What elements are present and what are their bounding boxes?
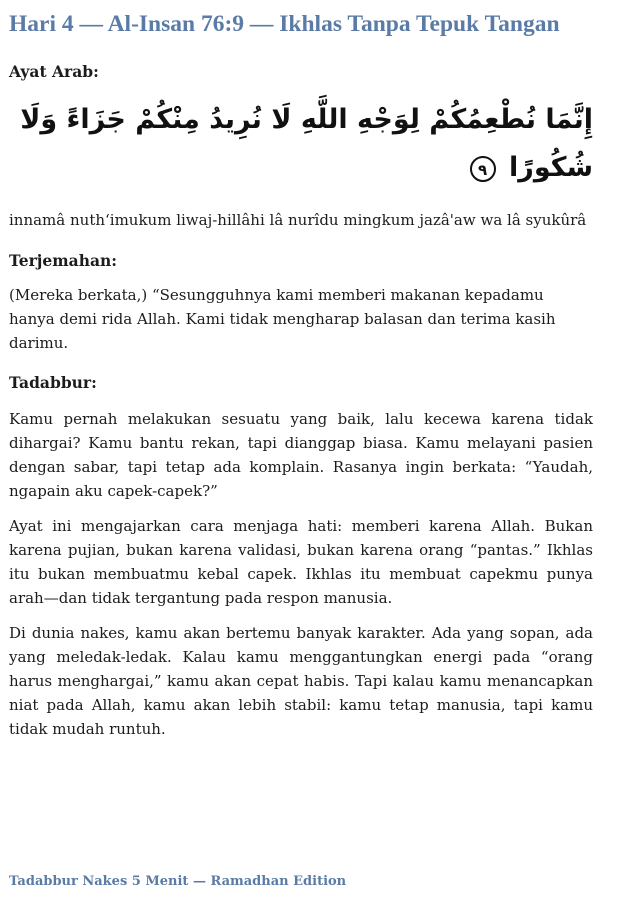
tadabbur-paragraph: Di dunia nakes, kamu akan bertemu banyak karakter. Ada yang sopan, ada yang meledak-ledak. Kalau kamu menggantungkan energi pada “orang harus menghargai,” kamu akan cepat habis. Tapi kalau kamu menancapkan niat pada Allah, kamu akan lebih stabil: kamu tetap manusia, tapi kamu tidak mudah runtuh. — [9, 624, 593, 738]
arabic-verse-text: إِنَّمَا نُطْعِمُكُمْ لِوَجْهِ اللَّهِ لَا نُرِيدُ مِنْكُمْ جَزَاءً وَلَا شُكُورًا — [20, 104, 593, 183]
transliteration: innamâ nuth‘imukum liwaj-hillâhi lâ nurîdu mingkum jazâ'aw wa lâ syukûrâ — [9, 211, 587, 229]
translation-text: (Mereka berkata,) “Sesungguhnya kami memberi makanan kepadamu hanya demi rida Allah. Kami tidak mengharap balasan dan terima kasih darimu. — [9, 286, 556, 352]
page-title: Hari 4 — Al-Insan 76:9 — Ikhlas Tanpa Tepuk Tangan — [9, 11, 560, 37]
arabic-verse — [9, 96, 593, 192]
ayah-number-marker: ٩ — [470, 156, 496, 182]
tadabbur-heading: Tadabbur: — [9, 373, 97, 392]
tadabbur-paragraph: Kamu pernah melakukan sesuatu yang baik, lalu kecewa karena tidak dihargai? Kamu bantu rekan, tapi dianggap biasa. Kamu melayani pasien dengan sabar, tapi tetap ada komplain. Rasanya ingin berkata: “Yaudah, ngapain aku capek-capek?” — [9, 410, 593, 500]
ayat-arab-heading: Ayat Arab: — [9, 62, 99, 81]
terjemahan-heading: Terjemahan: — [9, 251, 118, 270]
footer-text: Tadabbur Nakes 5 Menit — Ramadhan Edition — [9, 874, 347, 889]
tadabbur-paragraph: Ayat ini mengajarkan cara menjaga hati: memberi karena Allah. Bukan karena pujian, bukan karena validasi, bukan karena orang “pantas.” Ikhlas itu bukan membuatmu kebal capek. Ikhlas itu membuat capekmu punya arah—dan tidak tergantung pada respon manusia. — [9, 517, 593, 607]
page-content — [9, 0, 593, 741]
